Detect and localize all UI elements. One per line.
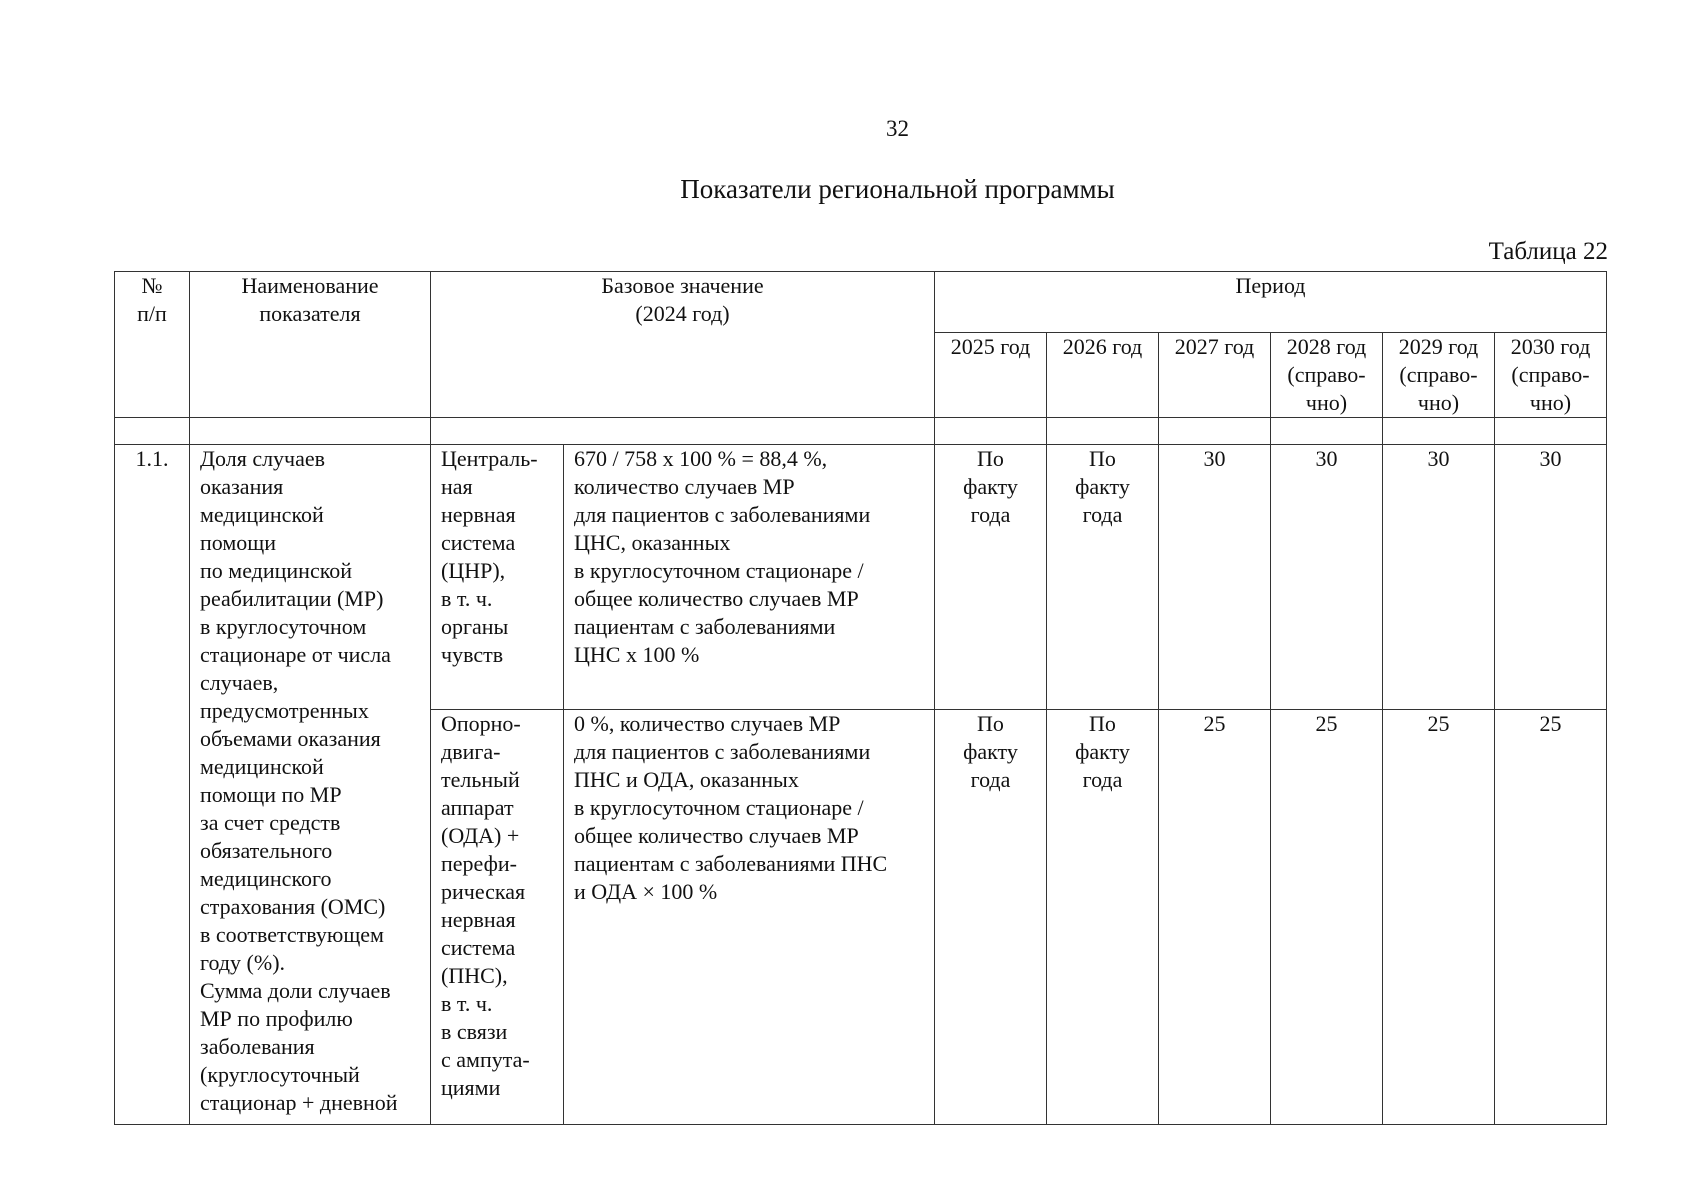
column-number (1383, 418, 1495, 445)
header-year-2025: 2025 год (935, 333, 1047, 418)
header-year-2028: 2028 год (справо- чно) (1271, 333, 1383, 418)
value-cell: По факту года (935, 445, 1047, 710)
indicators-table (114, 271, 1607, 1125)
table-row (115, 445, 1607, 710)
header-year-2026: 2026 год (1047, 333, 1159, 418)
column-number (1159, 418, 1271, 445)
page-title: Показатели региональной программы (680, 174, 1115, 204)
table-caption: Таблица 22 (1488, 238, 1608, 265)
value-cell: 30 (1271, 445, 1383, 710)
column-number (935, 418, 1047, 445)
value-cell: По факту года (1047, 710, 1159, 1125)
value-cell: 25 (1495, 710, 1607, 1125)
page-number: 32 (886, 116, 909, 141)
column-number (431, 418, 935, 445)
value-cell: 25 (1159, 710, 1271, 1125)
header-base-value: Базовое значение (2024 год) (431, 272, 935, 418)
profile-cell: Централь- ная нервная система (ЦНР), в т. ч. органы чувств (431, 445, 564, 710)
column-number (1271, 418, 1383, 445)
header-period: Период (935, 272, 1607, 333)
column-number (115, 418, 190, 445)
formula-cell: 0 %, количество случаев МР для пациентов с заболеваниями ПНС и ОДА, оказанных в круглосуточном стационаре / общее количество случаев МР пациентам с заболеваниями ПНС и ОДА × 100 % (564, 710, 935, 1125)
header-name: Наименование показателя (190, 272, 431, 418)
value-cell: 30 (1159, 445, 1271, 710)
header-year-2030: 2030 год (справо- чно) (1495, 333, 1607, 418)
row-num: 1.1. (115, 445, 190, 1125)
value-cell: 30 (1383, 445, 1495, 710)
value-cell: 25 (1271, 710, 1383, 1125)
table-header-row (115, 272, 1607, 333)
value-cell: 30 (1495, 445, 1607, 710)
value-cell: 25 (1383, 710, 1495, 1125)
formula-cell: 670 / 758 х 100 % = 88,4 %, количество случаев МР для пациентов с заболеваниями ЦНС, оказанных в круглосуточном стационаре / общее количество случаев МР пациентам с заболеваниями ЦНС х 100 % (564, 445, 935, 710)
column-number (1495, 418, 1607, 445)
value-cell: По факту года (1047, 445, 1159, 710)
profile-cell: Опорно- двига- тельный аппарат (ОДА) + перефи- рическая нервная система (ПНС), в т. ч. в связи с ампута- циями (431, 710, 564, 1125)
indicator-name: Доля случаев оказания медицинской помощи по медицинской реабилитации (МР) в круглосуточном стационаре от числа случаев, предусмотренных объемами оказания медицинской помощи по МР за счет средств обязательного медицинского страхования (ОМС) в соответствующем году (%). Сумма доли случаев МР по профилю заболевания (круглосуточный стационар + дневной (190, 445, 431, 1125)
header-num: № п/п (115, 272, 190, 418)
column-number (1047, 418, 1159, 445)
header-year-2027: 2027 год (1159, 333, 1271, 418)
column-number (190, 418, 431, 445)
value-cell: По факту года (935, 710, 1047, 1125)
header-year-2029: 2029 год (справо- чно) (1383, 333, 1495, 418)
column-number-row (115, 418, 1607, 445)
